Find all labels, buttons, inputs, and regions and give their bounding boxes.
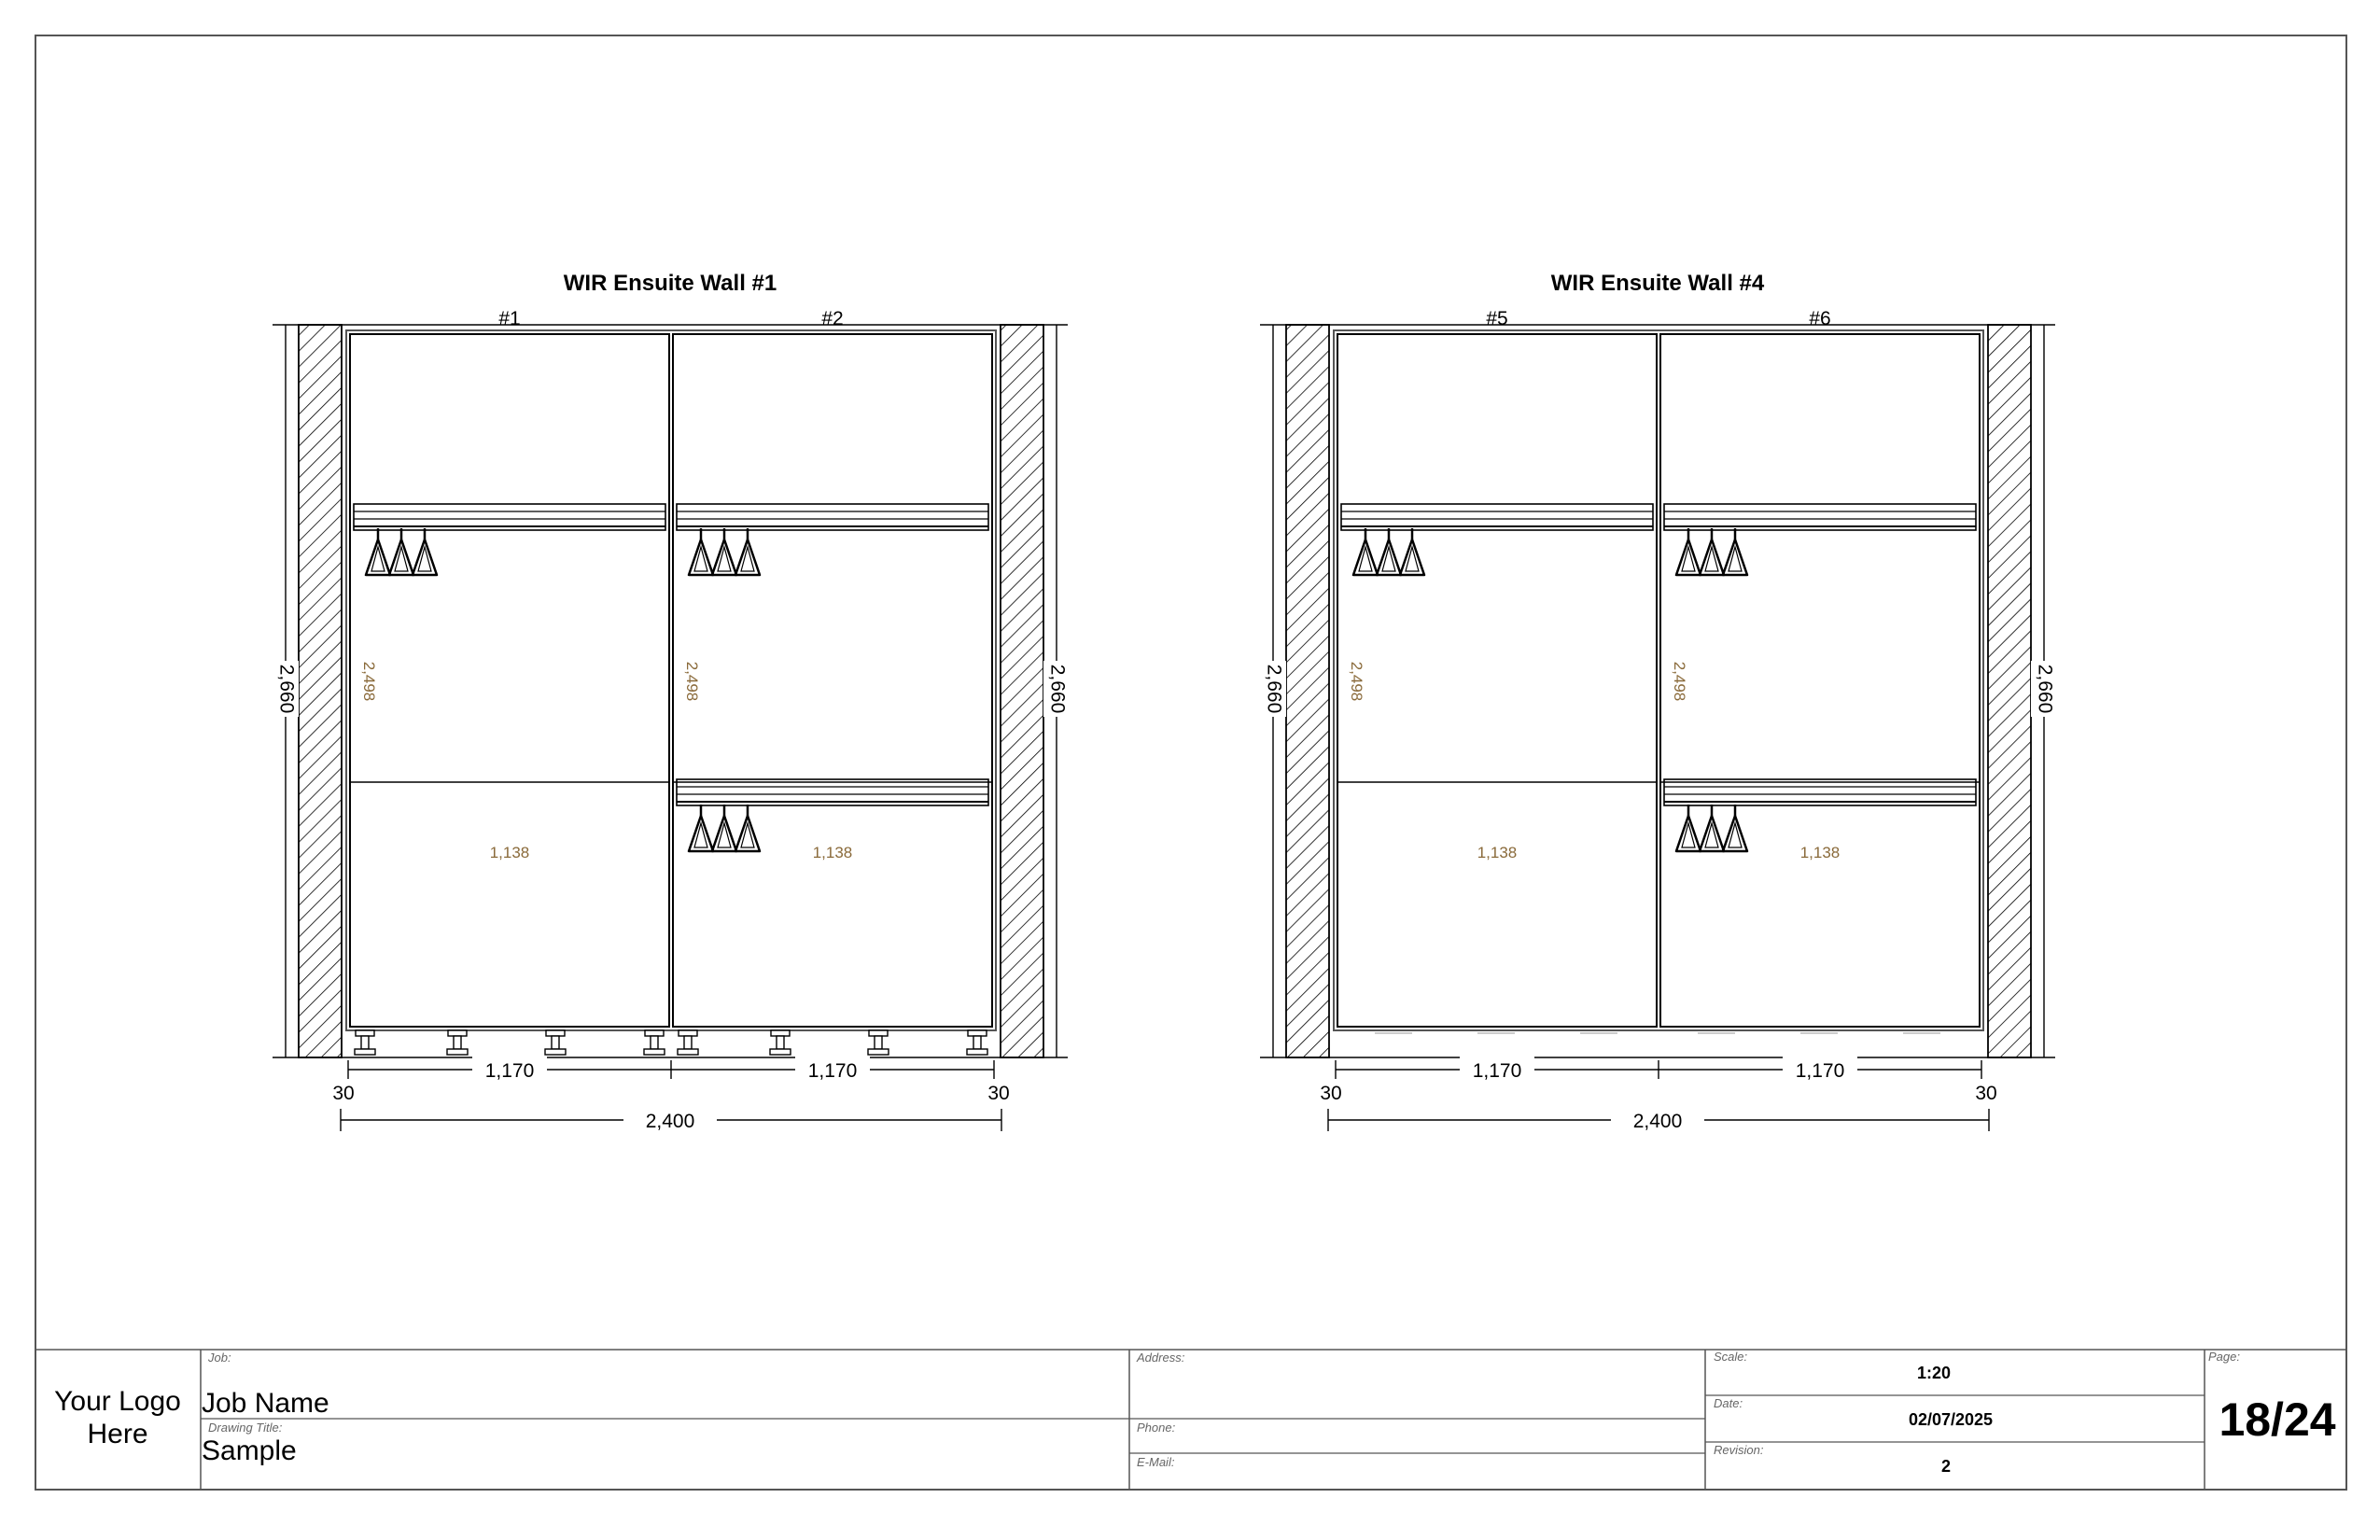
- leg-foot: [545, 1049, 566, 1055]
- side-gap-right-label: 30: [987, 1083, 1010, 1104]
- side-gap-left-label: 30: [332, 1083, 355, 1104]
- leg-foot: [967, 1049, 987, 1055]
- title-block: [35, 1350, 2346, 1490]
- leg-foot: [355, 1049, 375, 1055]
- leg-foot: [678, 1049, 698, 1055]
- logo-placeholder-line1: Your Logo: [54, 1386, 181, 1417]
- leg-shaft: [973, 1036, 981, 1049]
- job-label: Job:: [208, 1351, 231, 1365]
- address-label: Address:: [1137, 1351, 1185, 1365]
- inner-lower-height-label: 1,138: [812, 844, 853, 861]
- inner-height-label: 2,498: [683, 661, 701, 702]
- overall-height-label-right: 2,660: [1046, 664, 1069, 714]
- leg-top: [869, 1030, 888, 1036]
- hanger-icon: [413, 528, 437, 575]
- revision-label: Revision:: [1714, 1443, 1764, 1457]
- cabinet-outer-frame: [346, 330, 996, 1030]
- cabinet-body: [350, 334, 669, 1027]
- hanger-icon: [1676, 528, 1701, 575]
- leg-icon: [355, 1030, 375, 1055]
- elevation-wir-ensuite-wall-4: [1260, 271, 2057, 1133]
- scale-label: Scale:: [1714, 1350, 1748, 1364]
- leg-top: [546, 1030, 565, 1036]
- left-wall-hatch: [299, 325, 342, 1057]
- hanger-icon: [389, 528, 413, 575]
- hanger-icon: [1723, 528, 1747, 575]
- leg-shaft: [684, 1036, 692, 1049]
- overall-width-label: 2,400: [645, 1111, 695, 1132]
- date-label: Date:: [1714, 1396, 1743, 1410]
- leg-icon: [868, 1030, 889, 1055]
- leg-foot: [770, 1049, 791, 1055]
- cabinet-tag: #2: [821, 308, 844, 329]
- leg-shaft: [875, 1036, 882, 1049]
- leg-icon: [770, 1030, 791, 1055]
- leg-top: [448, 1030, 467, 1036]
- inner-lower-height-label: 1,138: [1799, 844, 1841, 861]
- phone-label: Phone:: [1137, 1421, 1176, 1435]
- inner-height-label: 2,498: [360, 661, 378, 702]
- hanger-icon: [712, 805, 736, 851]
- overall-height-label-left: 2,660: [275, 664, 298, 714]
- hanger-icon: [735, 528, 760, 575]
- cabinet-outer-frame: [1334, 330, 1983, 1030]
- cabinet-body: [1337, 334, 1657, 1027]
- drawing-title: Sample: [202, 1435, 297, 1466]
- page-label: Page:: [2208, 1350, 2240, 1364]
- hanger-icon: [1377, 528, 1401, 575]
- leg-foot: [644, 1049, 665, 1055]
- hanger-icon: [1700, 528, 1724, 575]
- revision-value: 2: [1940, 1457, 1952, 1476]
- cabinet-tag: #1: [498, 308, 521, 329]
- leg-top: [679, 1030, 697, 1036]
- cabinet-tag: #6: [1809, 308, 1831, 329]
- leg-icon: [644, 1030, 665, 1055]
- hanger-icon: [1353, 528, 1378, 575]
- hanger-icon: [1676, 805, 1701, 851]
- leg-shaft: [651, 1036, 658, 1049]
- hanger-icon: [712, 528, 736, 575]
- right-wall-hatch: [1988, 325, 2031, 1057]
- date-value: 02/07/2025: [1908, 1410, 1994, 1429]
- inner-height-label: 2,498: [1671, 661, 1688, 702]
- left-wall-hatch: [1286, 325, 1329, 1057]
- email-label: E-Mail:: [1137, 1455, 1175, 1469]
- cabinet-body: [673, 334, 992, 1027]
- inner-lower-height-label: 1,138: [1477, 844, 1518, 861]
- page-number: 18/24: [2219, 1393, 2336, 1446]
- leg-top: [771, 1030, 790, 1036]
- hanger-icon: [366, 528, 390, 575]
- right-wall-hatch: [1001, 325, 1043, 1057]
- leg-shaft: [454, 1036, 461, 1049]
- leg-top: [968, 1030, 987, 1036]
- logo-placeholder-line2: Here: [87, 1419, 148, 1449]
- drawing-title-label: Drawing Title:: [208, 1421, 283, 1435]
- leg-top: [356, 1030, 374, 1036]
- hanger-icon: [735, 805, 760, 851]
- cabinet-tag: #5: [1486, 308, 1508, 329]
- overall-width-label: 2,400: [1632, 1111, 1683, 1132]
- cabinet-width-label: 1,170: [1472, 1060, 1522, 1082]
- hanger-icon: [1700, 805, 1724, 851]
- job-name: Job Name: [202, 1388, 329, 1419]
- elevation-title: WIR Ensuite Wall #1: [563, 271, 777, 296]
- hanger-icon: [689, 528, 713, 575]
- leg-foot: [868, 1049, 889, 1055]
- overall-height-label-left: 2,660: [1263, 664, 1285, 714]
- cabinet-width-label: 1,170: [484, 1060, 535, 1082]
- leg-shaft: [777, 1036, 784, 1049]
- overall-height-label-right: 2,660: [2034, 664, 2056, 714]
- leg-shaft: [552, 1036, 559, 1049]
- elevation-wir-ensuite-wall-1: [273, 271, 1070, 1133]
- cabinet-5: [1337, 308, 1657, 1033]
- scale-value: 1:20: [1916, 1364, 1952, 1382]
- leg-icon: [967, 1030, 987, 1055]
- cabinet-width-label: 1,170: [807, 1060, 858, 1082]
- leg-top: [645, 1030, 664, 1036]
- inner-lower-height-label: 1,138: [489, 844, 530, 861]
- hanger-icon: [1723, 805, 1747, 851]
- side-gap-right-label: 30: [1975, 1083, 1997, 1104]
- leg-icon: [678, 1030, 698, 1055]
- inner-height-label: 2,498: [1348, 661, 1365, 702]
- leg-icon: [447, 1030, 468, 1055]
- hanger-icon: [1400, 528, 1424, 575]
- leg-foot: [447, 1049, 468, 1055]
- elevation-title: WIR Ensuite Wall #4: [1550, 271, 1765, 296]
- leg-icon: [545, 1030, 566, 1055]
- side-gap-left-label: 30: [1320, 1083, 1342, 1104]
- cabinet-1: [350, 308, 669, 1055]
- hanger-icon: [689, 805, 713, 851]
- cabinet-width-label: 1,170: [1795, 1060, 1845, 1082]
- cabinet-2: [673, 308, 992, 1055]
- cabinet-body: [1660, 334, 1980, 1027]
- cabinet-6: [1660, 308, 1980, 1033]
- leg-shaft: [361, 1036, 369, 1049]
